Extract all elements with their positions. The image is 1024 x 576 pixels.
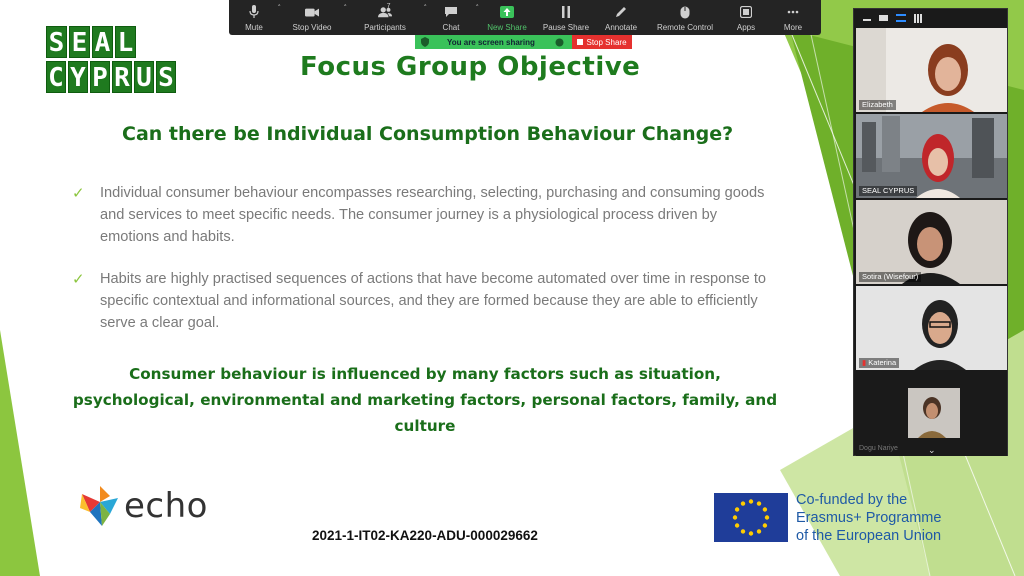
logo-letter: Y	[68, 61, 88, 93]
pause-icon	[559, 5, 573, 19]
participant-name	[859, 358, 899, 368]
eu-star	[763, 507, 767, 511]
remote-control-label: Remote Control	[656, 23, 714, 32]
participant-name: Sotira (Wisefour)	[859, 272, 921, 282]
mute-label: Mute	[245, 23, 263, 32]
video-gallery-panel	[853, 8, 1008, 456]
stop-share-button[interactable]	[572, 35, 632, 49]
participant-video-tile[interactable]	[856, 114, 1007, 198]
meeting-toolbar	[229, 0, 821, 35]
stop-video-button[interactable]	[279, 0, 345, 35]
pause-share-label: Pause Share	[542, 23, 590, 32]
eu-star	[757, 501, 761, 505]
stop-square-icon	[577, 39, 583, 45]
chevron-up-icon[interactable]: ˄	[277, 4, 281, 12]
share-arrow-icon	[500, 5, 514, 19]
echo-logo-icon	[80, 484, 120, 528]
logo-letter: E	[69, 26, 90, 58]
logo-letter: A	[92, 26, 113, 58]
new-share-button[interactable]	[477, 0, 537, 35]
participants-label: Participants	[364, 23, 406, 32]
participant-name: SEAL CYPRUS	[859, 186, 917, 196]
participant-name-text: Katerina	[868, 358, 897, 367]
eu-star	[733, 515, 737, 519]
participant-video-tile[interactable]	[856, 200, 1007, 284]
participants-button[interactable]	[345, 0, 425, 35]
eu-text-line: of the European Union	[796, 528, 942, 544]
chevron-up-icon[interactable]: ˄	[423, 4, 427, 12]
video-panel-header	[854, 9, 1007, 27]
logo-letter: S	[156, 61, 176, 93]
checkmark-icon: ✓	[72, 270, 85, 288]
bullet-text: Individual consumer behaviour encompasses researching, selecting, purchasing and consuming goods and services to meet specific needs. The consumer journey is a physiological process driven by emotions and habits.	[100, 185, 765, 245]
participant-video-tile[interactable]	[856, 286, 1007, 370]
chevron-up-icon[interactable]: ˄	[343, 4, 347, 12]
chat-button[interactable]	[425, 0, 477, 35]
bullet-item	[72, 268, 772, 334]
seal-cyprus-logo	[46, 26, 182, 98]
eu-star	[749, 531, 753, 535]
project-code: 2021-1-IT02-KA220-ADU-000029662	[312, 528, 538, 543]
chevron-up-icon[interactable]: ˄	[475, 4, 479, 12]
gallery-view-icon[interactable]	[914, 14, 923, 23]
microphone-icon	[247, 5, 261, 19]
chat-label: Chat	[442, 23, 460, 32]
screen-sharing-banner	[415, 35, 572, 49]
slide-title: Focus Group Objective	[300, 52, 641, 82]
new-share-label: New Share	[487, 23, 527, 32]
eu-flag-icon	[714, 493, 788, 542]
annotate-button[interactable]	[595, 0, 647, 35]
eu-star	[741, 501, 745, 505]
speaker-view-icon[interactable]	[896, 14, 906, 22]
participant-name: Dogu Nariye	[859, 445, 898, 452]
eu-text-line: Erasmus+ Programme	[796, 510, 942, 526]
bullet-text: Habits are highly practised sequences of actions that have become automated over time in response to specific contextual and informational sources, and they are formed because they are able to efficiently serve a clear goal.	[100, 271, 767, 331]
chevron-down-icon[interactable]: ⌄	[928, 446, 936, 456]
eu-star	[735, 507, 739, 511]
participant-video-tile[interactable]	[856, 372, 1007, 456]
apps-label: Apps	[736, 23, 756, 32]
participant-video-thumbnail	[908, 388, 960, 438]
eu-star	[741, 529, 745, 533]
minimize-icon[interactable]	[863, 19, 871, 21]
eu-star	[749, 499, 753, 503]
remote-control-button[interactable]	[647, 0, 723, 35]
logo-letter: L	[115, 26, 136, 58]
eu-star	[765, 515, 769, 519]
participant-video-tile[interactable]	[856, 28, 1007, 112]
more-button[interactable]	[769, 0, 817, 35]
eu-star	[763, 523, 767, 527]
eu-star	[735, 523, 739, 527]
conclusion-text: Consumer behaviour is influenced by many factors such as situation, psychological, environmental and marketing factors, personal factors, family, and culture	[72, 365, 778, 435]
eu-star	[757, 529, 761, 533]
muted-mic-icon: ▮	[862, 358, 869, 367]
security-icon	[555, 38, 564, 47]
echo-logo-text: echo	[124, 486, 208, 526]
pause-share-button[interactable]	[537, 0, 595, 35]
eu-funding-text	[796, 491, 941, 545]
logo-letter: S	[46, 26, 67, 58]
participants-count: 7	[386, 3, 391, 10]
slide-subtitle: Can there be Individual Consumption Behaviour Change?	[122, 123, 734, 145]
chat-bubble-icon	[444, 5, 458, 19]
more-label: More	[783, 23, 803, 32]
logo-letter: R	[112, 61, 132, 93]
apps-icon	[739, 5, 753, 19]
screen-sharing-text: You are screen sharing	[447, 37, 535, 47]
logo-letter: P	[90, 61, 110, 93]
logo-letter: C	[46, 61, 66, 93]
annotate-label: Annotate	[604, 23, 638, 32]
participant-name: Elizabeth	[859, 100, 896, 110]
left-green-wedge	[0, 330, 40, 576]
stop-share-label: Stop Share	[586, 37, 627, 47]
shield-icon	[420, 37, 430, 47]
eu-text-line: Co-funded by the	[796, 492, 908, 508]
mute-button[interactable]	[229, 0, 279, 35]
echo-logo	[80, 484, 208, 528]
pen-icon	[614, 5, 628, 19]
mouse-icon	[678, 5, 692, 19]
more-dots-icon	[786, 5, 800, 19]
logo-letter: U	[134, 61, 154, 93]
checkmark-icon: ✓	[72, 184, 85, 202]
bullet-item	[72, 182, 772, 248]
hide-video-icon[interactable]	[879, 15, 888, 21]
participant-video	[908, 388, 960, 438]
video-camera-icon	[305, 5, 319, 19]
stop-video-label: Stop Video	[292, 23, 332, 32]
apps-button[interactable]	[723, 0, 769, 35]
